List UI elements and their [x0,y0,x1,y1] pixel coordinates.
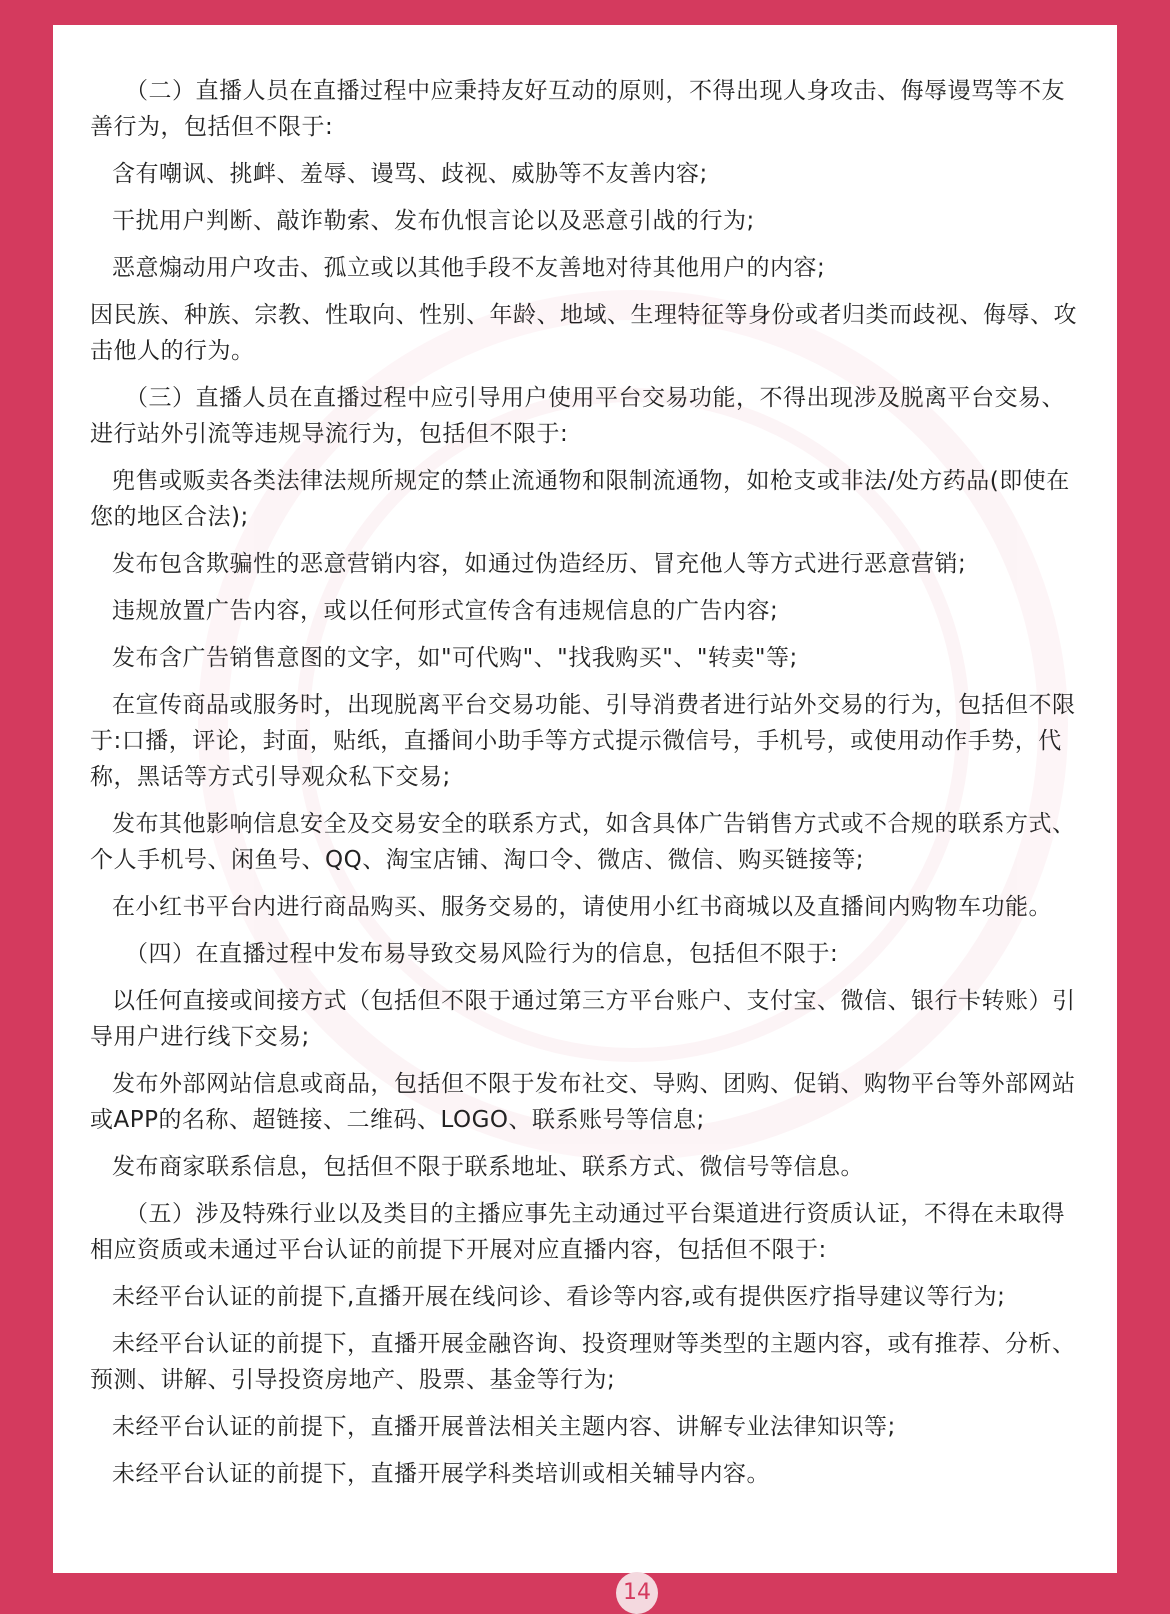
document-page [53,25,1117,1605]
list-item-paragraph: 干扰用户判断、敲诈勒索、发布仇恨言论以及恶意引战的行为; [112,208,755,234]
page-number: 14 [616,1572,658,1614]
list-item-paragraph: 因民族、种族、宗教、性取向、性别、年龄、地域、生理特征等身份或者归类而歧视、侮辱、攻击他人的行为。 [90,302,1077,364]
document-body [90,73,1080,1503]
list-item-paragraph: 发布包含欺骗性的恶意营销内容，如通过伪造经历、冒充他人等方式进行恶意营销; [112,551,967,577]
list-item-paragraph: 未经平台认证的前提下,直播开展在线问诊、看诊等内容,或有提供医疗指导建议等行为; [112,1284,1006,1310]
list-item-paragraph: 未经平台认证的前提下，直播开展金融咨询、投资理财等类型的主题内容，或有推荐、分析、预测、讲解、引导投资房地产、股票、基金等行为; [90,1331,1076,1393]
list-item-paragraph: 兜售或贩卖各类法律法规所规定的禁止流通物和限制流通物，如枪支或非法/处方药品(即使在您的地区合法); [90,468,1070,530]
list-item-paragraph: 恶意煽动用户攻击、孤立或以其他手段不友善地对待其他用户的内容; [112,255,826,281]
section-heading-paragraph: （五）涉及特殊行业以及类目的主播应事先主动通过平台渠道进行资质认证，不得在未取得相应资质或未通过平台认证的前提下开展对应直播内容，包括但不限于: [90,1201,1065,1263]
section-heading-paragraph: （四）在直播过程中发布易导致交易风险行为的信息，包括但不限于: [125,941,839,967]
list-item-paragraph: 在小红书平台内进行商品购买、服务交易的，请使用小红书商城以及直播间内购物车功能。 [112,894,1052,920]
section-heading-paragraph: （三）直播人员在直播过程中应引导用户使用平台交易功能，不得出现涉及脱离平台交易、进行站外引流等违规导流行为，包括但不限于: [90,385,1065,447]
list-item-paragraph: 发布含广告销售意图的文字，如"可代购"、"找我购买"、"转卖"等; [112,645,798,671]
list-item-paragraph: 发布外部网站信息或商品，包括但不限于发布社交、导购、团购、促销、购物平台等外部网站或APP的名称、超链接、二维码、LOGO、联系账号等信息; [90,1071,1076,1133]
list-item-paragraph: 发布其他影响信息安全及交易安全的联系方式，如含具体广告销售方式或不合规的联系方式、个人手机号、闲鱼号、QQ、淘宝店铺、淘口令、微店、微信、购买链接等; [90,811,1076,873]
list-item-paragraph: 以任何直接或间接方式（包括但不限于通过第三方平台账户、支付宝、微信、银行卡转账）引导用户进行线下交易; [90,988,1076,1050]
list-item-paragraph: 发布商家联系信息，包括但不限于联系地址、联系方式、微信号等信息。 [112,1154,864,1180]
list-item-paragraph: 在宣传商品或服务时，出现脱离平台交易功能、引导消费者进行站外交易的行为，包括但不限于:口播，评论，封面，贴纸，直播间小助手等方式提示微信号，手机号，或使用动作手势，代称，黑话等方式引导观众私下交易; [90,692,1076,790]
list-item-paragraph: 含有嘲讽、挑衅、羞辱、谩骂、歧视、威胁等不友善内容; [112,161,708,187]
list-item-paragraph: 未经平台认证的前提下，直播开展学科类培训或相关辅导内容。 [112,1461,770,1487]
list-item-paragraph: 违规放置广告内容，或以任何形式宣传含有违规信息的广告内容; [112,598,779,624]
list-item-paragraph: 未经平台认证的前提下，直播开展普法相关主题内容、讲解专业法律知识等; [112,1414,896,1440]
section-heading-paragraph: （二）直播人员在直播过程中应秉持友好互动的原则，不得出现人身攻击、侮辱谩骂等不友善行为，包括但不限于: [90,78,1065,140]
